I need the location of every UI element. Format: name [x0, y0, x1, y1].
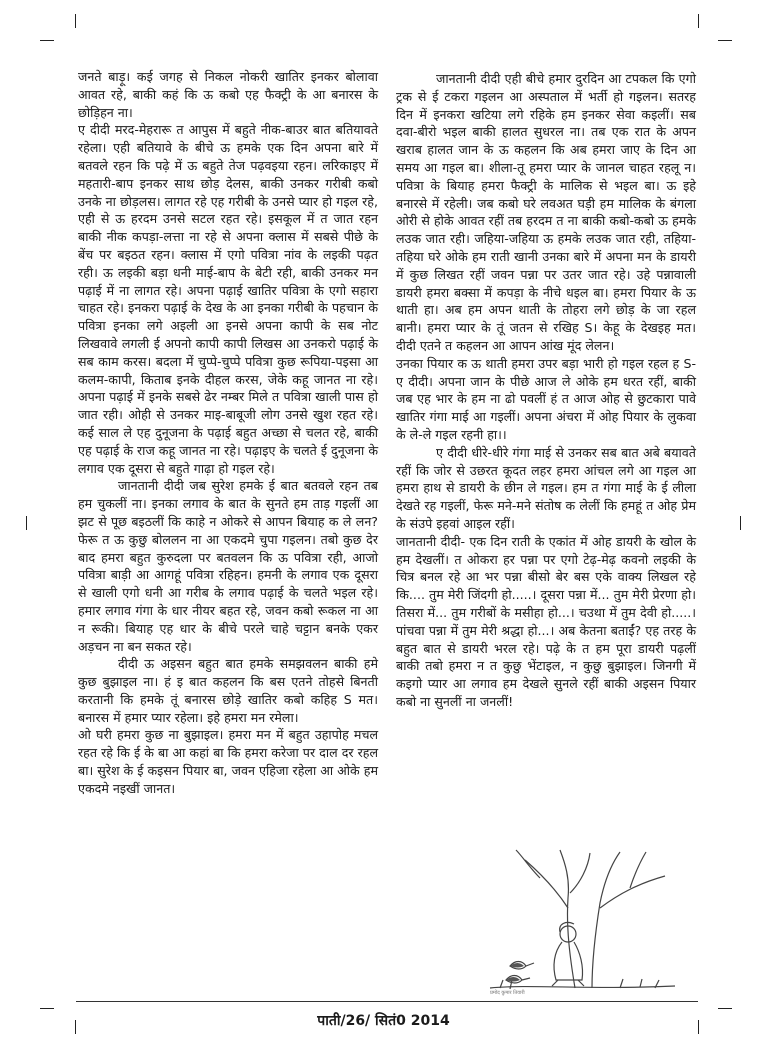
- crop-mark: [40, 40, 54, 41]
- crop-mark: [40, 1008, 54, 1009]
- crop-mark: [718, 1008, 732, 1009]
- illustration-caption: प्रमोद कुमार तिवारी: [490, 990, 525, 996]
- crop-mark: [26, 516, 27, 530]
- page-footer: पाती/26/ सितं0 2014: [317, 1013, 450, 1029]
- footer-rule: [76, 1001, 698, 1002]
- crop-mark: [718, 40, 732, 41]
- paragraph: ए दीदी धीरे-धीरे गंगा माई से उनकर सब बात अबे बयावते रहीं कि जोर से उछरत कूदत लहर हमरा आंचल लगे आ गइल आ हमरा हाथ से डायरी के छीन ले गइल। हम त गंगा माई के ई लीला देखते रह गइलीं, फेरू मने-मने संतोष क लेलीं कि हमहूं त ओह प्रेम के संउपे इहवां आइल रहीं।: [396, 444, 696, 531]
- right-column: [396, 70, 696, 711]
- tree-girl-sketch-icon: [470, 848, 680, 996]
- paragraph: जानतानी दीदी जब सुरेश हमके ई बात बतवले रहन तब हम चुकलीं ना। इनका लगाव के बात के सुनते हम ताड़ गइलीं आ झट से पूछ बइठलीं कि काहे न ओकरे से आपन बियाह क ले लन? फेरू त ऊ कुछु बोललन ना आ एकदमे चुपा गइलन। तबो कुछ देर बाद हमरा बहुत कुरुदला पर बतवलन कि ऊ पवित्रा रही, आजो पवित्रा बाड़ी आ आगहूं पवित्रा रहिहन। हमनी के लगाव एक दूसरा से खाली एगो धनी आ गरीब के लगाव पढ़ाई के चलते भइल रहे। हमार लगाव गंगा के धार नीयर बहत रहे, जवन कबो रूकल ना आ न रूकी। बियाह एह धार के बीचे परले चाहे चट्टान बनके एकर अड़चन ना बन सकत रहे।: [78, 478, 378, 654]
- paragraph: जानतानी दीदी एही बीचे हमार दुरदिन आ टपकल कि एगो ट्रक से ई टकरा गइलन आ अस्पताल में भर्ती हो गइलन। सतरह दिन में इनकरा खटिया लगे रहिके हम इनकर सेवा कइलीं। सब दवा-बीरो भइल बाकी हालत सुधरल ना। तब एक रात के अपन खराब हालत जान के ऊ कहलन कि अब हमरा जाए के दिन आ समय आ गइल बा। शीला-तू हमरा प्यार के जानल चाहत रहलू न। पवित्रा के बियाह हमरा फैक्ट्री के मालिक से भइल बा। ऊ इहे बनारसे में रहेली। जब कबो घरे लवअत घड़ी हम मालिक के बंगला ओरी से होके आवत रहीं तब हरदम त ना बाकी कबो-कबो ऊ हमके लउक जात रही। जहिया-जहिया ऊ हमके लउक जात रही, तहिया-तहिया घरे ओके हम राती खानी उनका बारे में अपना मन के डायरी में कुछ लिखत रहीं जवन पन्ना पर उतर जात रहे। उहे पन्नावाली डायरी हमरा बक्सा में कपड़ा के नीचे धइल बा। हमरा पियार के ऊ थाती हा। अब हम अपन थाती के तोहरा लगे छोड़ के जा रहल बानी। हमरा प्यार के तूं जतन से रखिह S। केहू के देखइह मत। दीदी एतने त कहलन आ आपन आंख मूंद लेलन।: [396, 71, 696, 353]
- left-column: [78, 68, 378, 798]
- paragraph: दीदी ऊ अइसन बहुत बात हमके समझवलन बाकी हमे कुछ बुझाइल ना। हं इ बात कहलन कि बस एतने तोहसे बिनती करतानी कि हमके तूं बनारस छोड़े खातिर कबो कहिह S मत। बनारस में हमार प्यार रहेला। इहे हमरा मन रमेला।: [78, 656, 378, 725]
- crop-mark: [740, 516, 741, 530]
- crop-mark: [698, 14, 699, 28]
- paragraph: ए दीदी मरद-मेहरारू त आपुस में बहुते नीक-बाउर बात बतियावते रहेला। एही बतियावे के बीचे ऊ हमके एक दिन अपना बारे में बतवले रहन कि पढ़े में ऊ बहुते तेज पढ़वइया रहन। लरिकाइए में महतारी-बाप इनकर साथ छोड़ देलस, बाकी उनकर गरीबी कबो उनके ना छोड़लस। लागत रहे एह गरीबी के उनसे प्यार हो गइल रहे, एही से ऊ हरदम उनसे सटल रहत रहे। इसकूल में त जात रहन बाकी नीक कपड़ा-लत्ता ना रहे से अपना क्लास में सबसे पीछे के बेंच पर बइठत रहन। क्लास में एगो पवित्रा नांव के लइकी पढ़त रही। ऊ लइकी बड़ा धनी माई-बाप के बेटी रही, बाकी उनकर मन पढ़ाई में ना लागत रहे। अपना पढ़ाई खातिर पवित्रा के एगो सहारा चाहत रहे। इनकरा पढ़ाई के देख के आ इनका गरीबी के पहचान के पवित्रा इनका लगे अइली आ इनसे अपना कापी के सब नोट लिखवावे लगली ई अपनो कापी कापी लिखस आ उनकरो पढ़ाई के सब काम करस। बदला में चुप्पे-चुप्पे पवित्रा कुछ रूपिया-पइसा आ कलम-कापी, किताब इनके दीहल करस, जेके कहू जानत ना रहे। अपना पढ़ाई में इनके सबसे ढेर नम्बर मिले त पवित्रा खाली पास हो जात रही। ओही से उनकर माइ-बाबूजी लोग उनसे खुश रहत रहे। कई साल ले एह दुनूजना के पढ़ाई बहुत अच्छा से चलत रहे, बाकी एह पढ़ाई के राज कहू जानत ना रहे। पढ़ाइए के चलते ई दुनूजना के लगाव एक दूसरा से बहुते गाढ़ा हो गइल रहे।: [78, 122, 378, 476]
- paragraph: उनका पियार क ऊ थाती हमरा उपर बड़ा भारी हो गइल रहल ह S- ए दीदी। अपना जान के पीछे आज ले ओके हम धरत रहीं, बाकी जब एह भार के हम ना ढो पवलीं हं त आज ओह से छुटकारा पावे खातिर गंगा माई आ गइलीं। अपना अंचरा में ओह पियार के लुकवा के ले-ले गइल रहनी हा।।: [396, 355, 696, 442]
- crop-mark: [75, 14, 76, 28]
- paragraph: जानतानी दीदी- एक दिन राती के एकांत में ओह डायरी के खोल के हम देखलीं। त ओकरा हर पन्ना पर एगो टेढ़-मेढ़ कवनो लइकी के चित्र बनल रहे आ भर पन्ना बीसो बेर बस एके वाक्य लिखल रहे कि.... तुम मेरी जिंदगी हो.....। दूसरा पन्ना में... तुम मेरी प्रेरणा हो। तिसरा में... तुम गरीबों के मसीहा हो...। चउथा में तुम देवी हो.....। पांचवा पन्ना में तुम मेरी श्रद्धा हो...। अब केतना बताईं? एह तरह के बहुत बात से डायरी भरल रहे। पढ़े के त हम पूरा डायरी पढ़लीं बाकी तबो हमरा न त कुछु भेंटाइल, न कुछु बुझाइल। जिनगी में कइगो प्यार आ लगाव हम देखले सुनले रहीं बाकी अइसन पियार कबो ना सुनलीं ना जनलीं!: [396, 533, 696, 709]
- paragraph: ओ घरी हमरा कुछ ना बुझाइल। हमरा मन में बहुत उहापोह मचल रहत रहे कि ई के बा आ कहां बा कि हमरा करेजा पर दाल दर रहल बा। सुरेश के ई कइसन पियार बा, जवन एहिजा रहेला आ ओके हम एकदमे नइखीं जानत।: [78, 727, 378, 796]
- paragraph: जनते बाड़ू। कई जगह से निकल नोकरी खातिर इनकर बोलावा आवत रहे, बाकी कहं कि ऊ कबो एह फैक्ट्री के आ बनारस के छोड़िहन ना।: [78, 69, 378, 120]
